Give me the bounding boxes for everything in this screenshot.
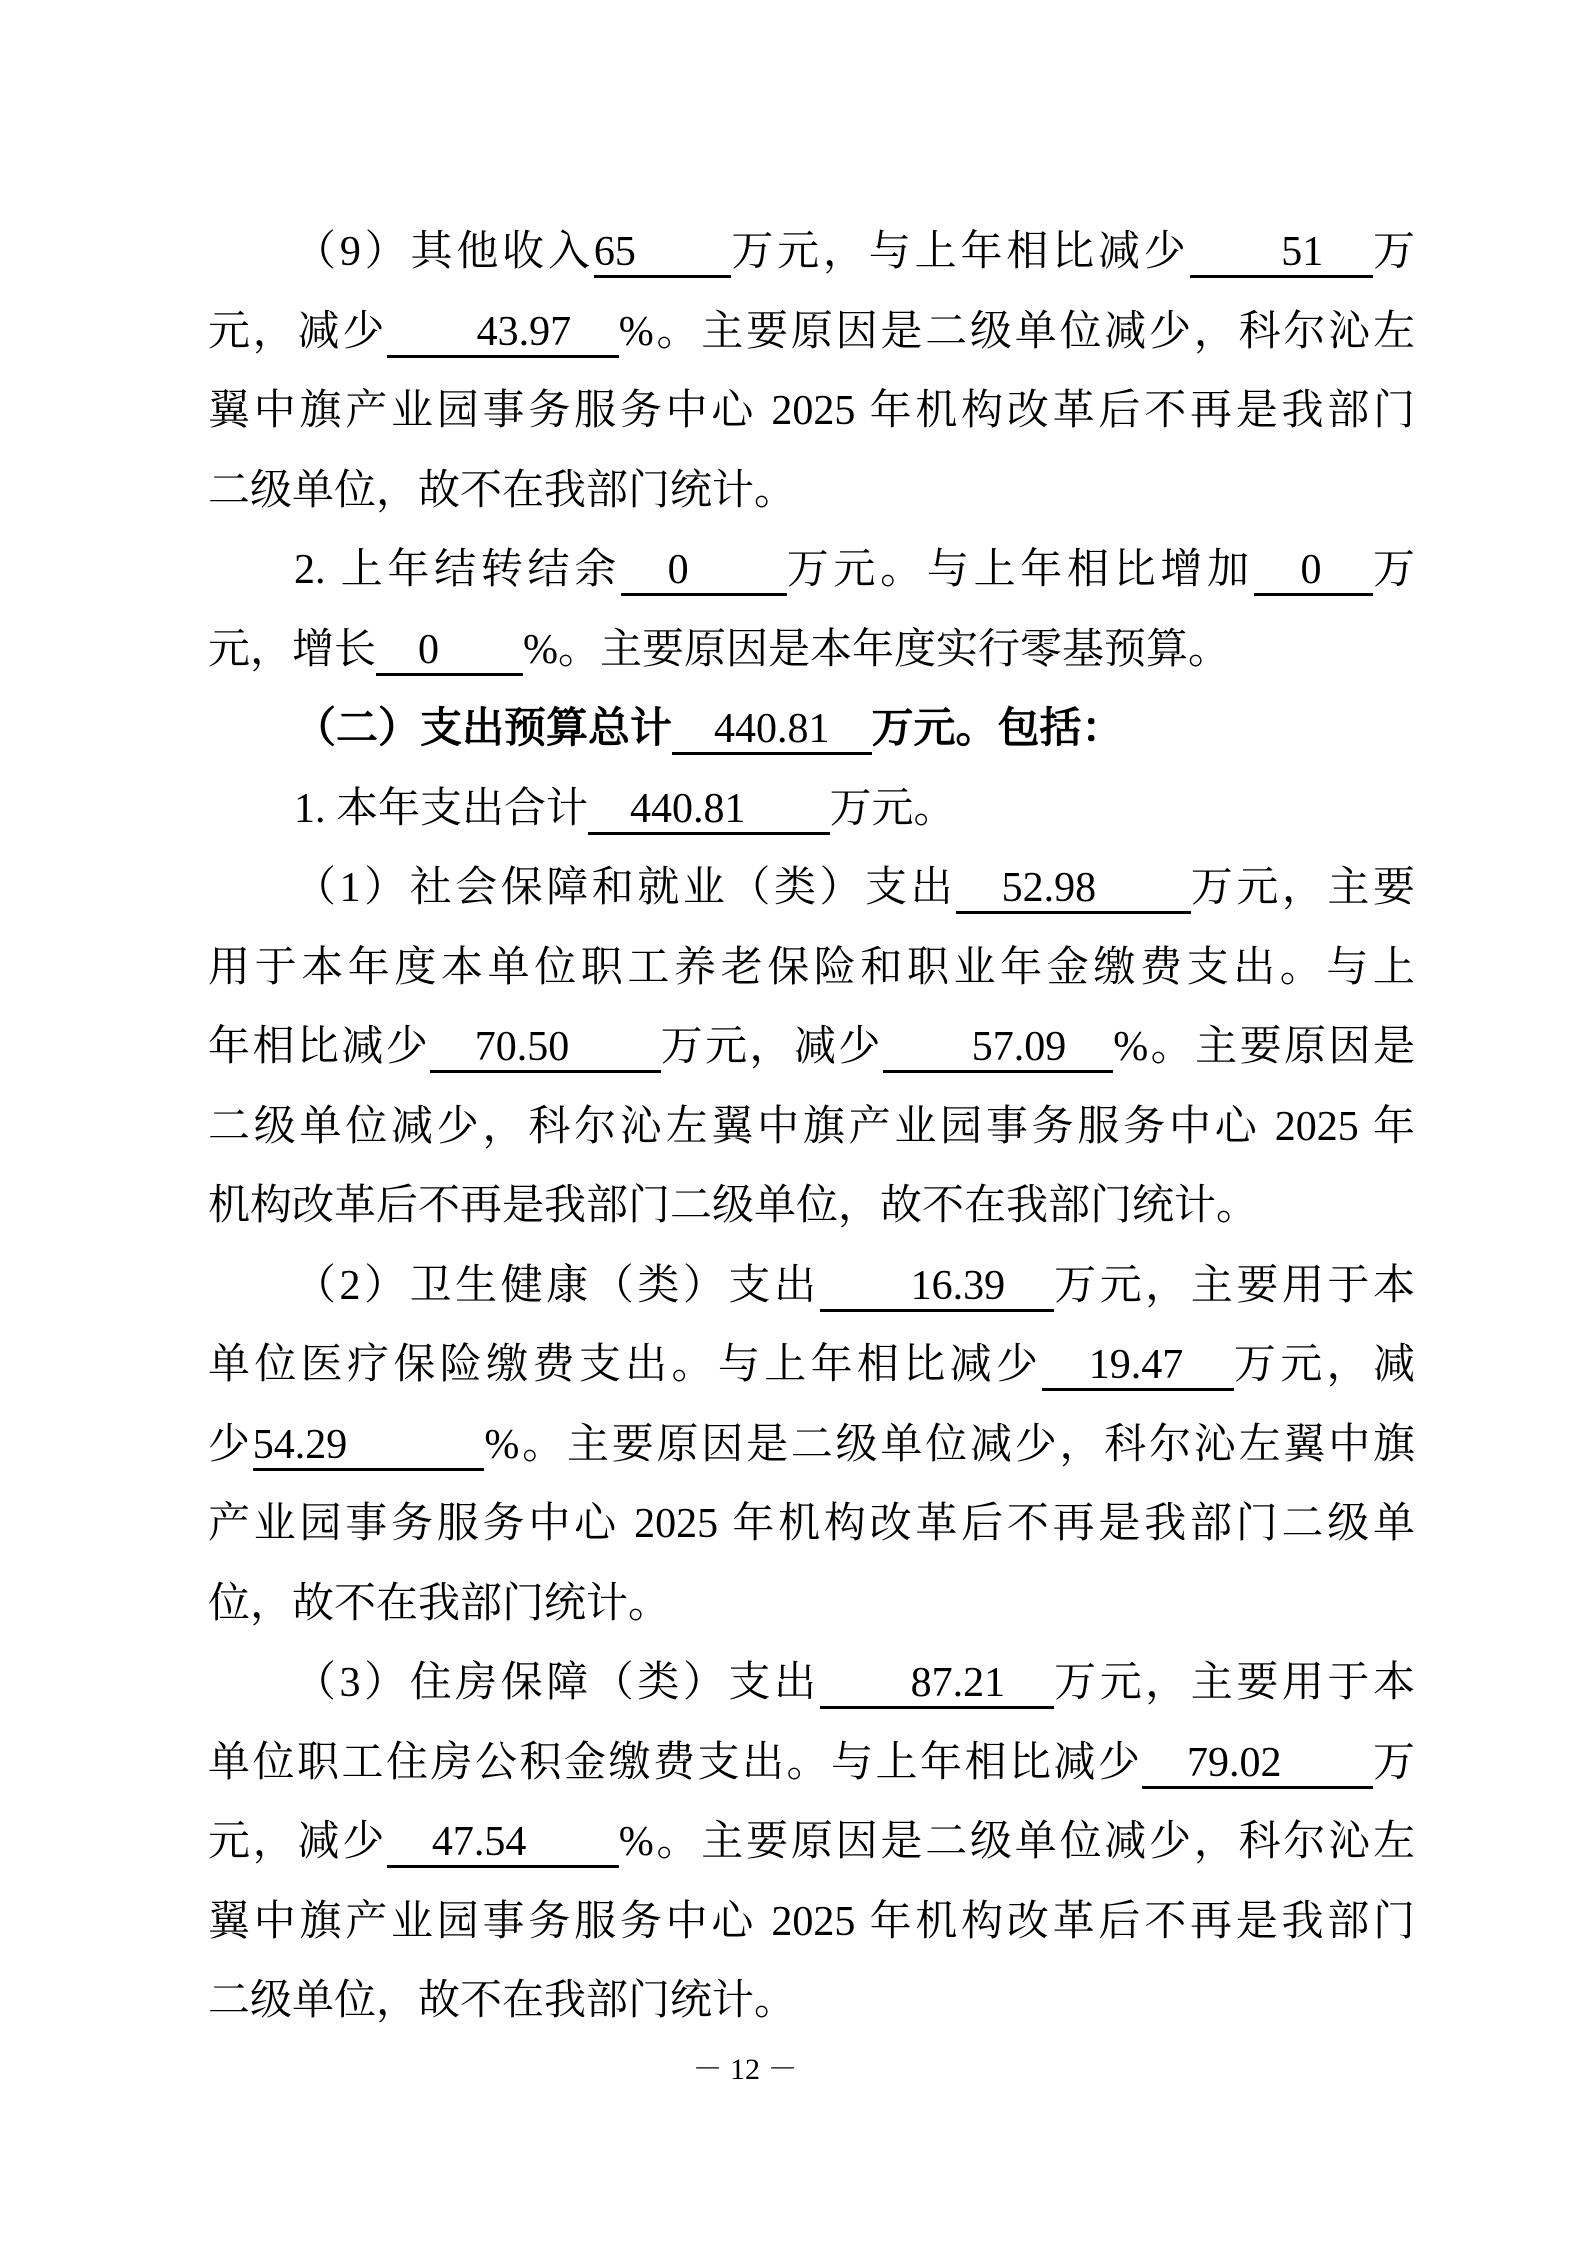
text-line [208, 1803, 1415, 1883]
blank-field-value: 16.39 [820, 1263, 1055, 1312]
text-segment: 单位职工住房公积金缴费支出。与上年相比减少 [208, 1739, 1143, 1786]
text-segment: 1. 本年支出合计 [294, 785, 589, 832]
text-line [208, 929, 1415, 1009]
blank-field-value: 65 [594, 229, 732, 278]
blank-field-value: 52.98 [956, 865, 1191, 914]
text-segment: （二）支出预算总计 [294, 706, 673, 752]
text-segment: 少 [208, 1421, 253, 1468]
text-line [208, 1962, 1415, 2042]
blank-field-value: 0 [621, 547, 787, 596]
text-line [208, 1565, 1415, 1645]
text-line [208, 1088, 1415, 1168]
text-segment: 万 [1372, 547, 1415, 593]
text-segment: 元，增长 [208, 626, 377, 673]
text-segment: 万元，与上年相比减少 [731, 229, 1190, 275]
text-segment: %。主要原因是二级单位减少，科尔沁左 [618, 308, 1415, 355]
text-line [208, 531, 1415, 611]
text-segment: 产业园事务服务中心 2025 年机构改革后不再是我部门二级单 [208, 1501, 1415, 1547]
blank-field-value: 87.21 [820, 1660, 1055, 1709]
text-segment: （3）住房保障（类）支出 [294, 1660, 820, 1706]
text-line [208, 1724, 1415, 1804]
text-segment: 万 [1372, 229, 1415, 275]
text-segment: %。主要原因是 [1113, 1024, 1415, 1070]
text-line [208, 213, 1415, 293]
text-segment: 二级单位，故不在我部门统计。 [208, 1978, 797, 2024]
text-line [208, 1008, 1415, 1088]
blank-field-value: 0 [1254, 547, 1373, 596]
blank-field-value: 440.81 [672, 706, 872, 755]
text-segment: %。主要原因是二级单位减少，科尔沁左 [618, 1819, 1415, 1865]
text-segment: 机构改革后不再是我部门二级单位，故不在我部门统计。 [208, 1183, 1259, 1229]
text-segment: %。主要原因是二级单位减少，科尔沁左翼中旗 [484, 1421, 1415, 1468]
blank-field-value: 70.50 [430, 1024, 660, 1073]
document-body [208, 213, 1415, 2042]
text-segment: 万元。与上年相比增加 [786, 547, 1254, 593]
text-line [208, 293, 1415, 373]
blank-field-value: 54.29 [253, 1422, 485, 1471]
text-segment: 二级单位，故不在我部门统计。 [208, 467, 797, 514]
text-line [208, 770, 1415, 850]
text-segment: 年相比减少 [208, 1024, 431, 1070]
text-segment: 元，减少 [208, 308, 388, 355]
text-segment: %。主要原因是本年度实行零基预算。 [523, 626, 1231, 673]
text-line [208, 1167, 1415, 1247]
text-segment: 元，减少 [208, 1819, 388, 1865]
blank-field-value: 57.09 [883, 1024, 1113, 1073]
text-segment: 万 [1372, 1739, 1415, 1786]
text-segment: （1）社会保障和就业（类）支出 [294, 865, 957, 911]
blank-field-value: 440.81 [588, 786, 830, 835]
text-segment: 万元。包括： [871, 706, 1124, 752]
text-line [208, 1247, 1415, 1327]
text-line [208, 1883, 1415, 1963]
blank-field-value: 43.97 [387, 309, 619, 358]
blank-field-value: 79.02 [1142, 1740, 1373, 1789]
text-segment: 万元，减 [1233, 1342, 1415, 1388]
text-segment: 用于本年度本单位职工养老保险和职业年金缴费支出。与上 [208, 944, 1415, 991]
text-line [208, 849, 1415, 929]
text-line [208, 690, 1415, 770]
text-segment: 万元。 [829, 785, 956, 832]
text-line [208, 372, 1415, 452]
text-segment: 万元，主要用于本 [1054, 1660, 1415, 1706]
text-line [208, 1326, 1415, 1406]
text-segment: 万元，主要 [1190, 865, 1415, 911]
text-segment: （2）卫生健康（类）支出 [294, 1262, 820, 1309]
blank-field-value: 0 [376, 627, 523, 676]
text-segment: 二级单位减少，科尔沁左翼中旗产业园事务服务中心 2025 年 [208, 1103, 1415, 1150]
text-segment: 位，故不在我部门统计。 [208, 1580, 671, 1627]
text-segment: （9）其他收入 [294, 229, 594, 275]
text-line [208, 1406, 1415, 1486]
blank-field-value: 51 [1190, 229, 1373, 278]
text-segment: 翼中旗产业园事务服务中心 2025 年机构改革后不再是我部门 [208, 1898, 1415, 1945]
text-line [208, 611, 1415, 691]
page-number: － 12 － [692, 2053, 798, 2086]
text-line [208, 452, 1415, 532]
blank-field-value: 47.54 [387, 1819, 619, 1868]
text-line [208, 1485, 1415, 1565]
text-line [208, 1644, 1415, 1724]
text-segment: 万元，主要用于本 [1054, 1262, 1415, 1309]
text-segment: 万元，减少 [660, 1024, 883, 1070]
blank-field-value: 19.47 [1042, 1342, 1234, 1391]
text-segment: 翼中旗产业园事务服务中心 2025 年机构改革后不再是我部门 [208, 388, 1415, 434]
text-segment: 2. 上年结转结余 [294, 547, 621, 593]
text-segment: 单位医疗保险缴费支出。与上年相比减少 [208, 1342, 1043, 1388]
